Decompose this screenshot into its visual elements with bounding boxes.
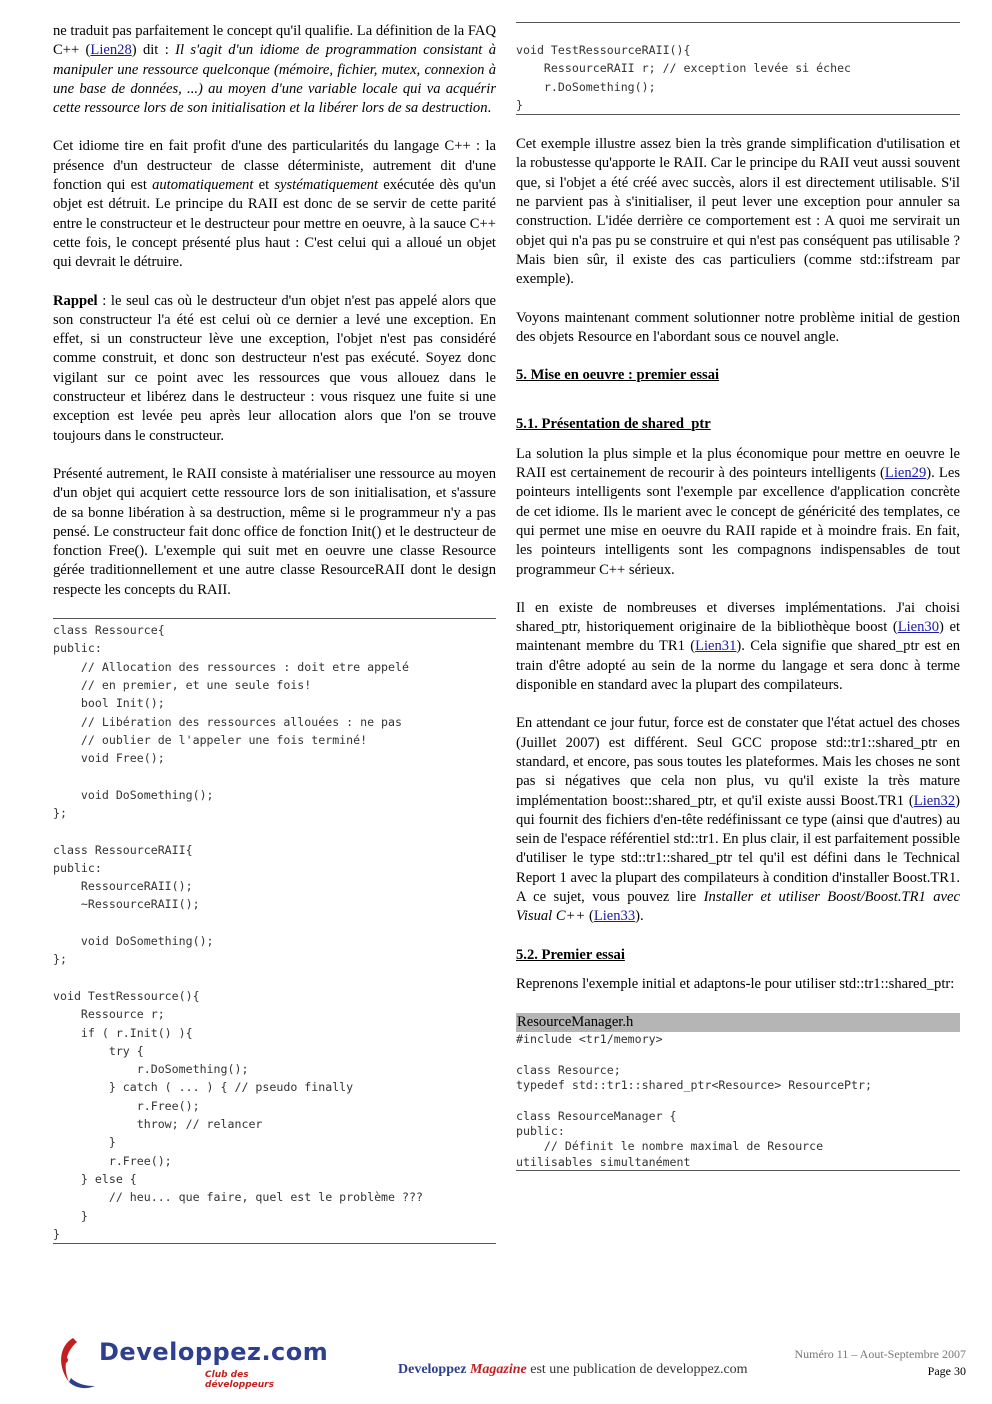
paragraph-voyons: Voyons maintenant comment solutionner notre problème initial de gestion des objets Resource en l'abordant sous ce nouvel angle. xyxy=(516,309,960,345)
link-lien33[interactable]: Lien33 xyxy=(593,908,636,925)
emphasis: automatiquement xyxy=(152,177,254,194)
text: . xyxy=(487,100,492,117)
text: ) dit : xyxy=(131,42,176,59)
code-caption: ResourceManager.h xyxy=(516,1013,960,1032)
text: et xyxy=(253,177,275,194)
code-test-ressource-raii: void TestRessourceRAII(){ RessourceRAII r; // exception levée si échec r.DoSomething(); } xyxy=(516,43,852,112)
text: : le seul cas où le destructeur d'un objet n'est pas appelé alors que son constructeur l'a été est celui où ce dernier a levé une exception. En effet, si un constructeur lève une exception, l'objet n'est pas considéré comme construit, et donc son destructeur n'est pas exécuté. Soyez donc vigilant sur ce point avec les ressources que vous allouez dans le constructeur et libérez dans le destructeur : vous risquez une fuite si une exception est levée peu après leur allocation alors que l'on se trouve toujours dans le constructeur. xyxy=(53,292,496,444)
paragraph-rappel xyxy=(53,292,496,446)
heading-section-5-1: 5.1. Présentation de shared_ptr xyxy=(516,416,711,433)
paragraph-presente-autrement: Présenté autrement, le RAII consiste à matérialiser une ressource au moyen d'un objet qui acquiert cette ressource lors de son initialisation, et s'assure de sa bonne libération à sa destruction, même si le programmeur n'y a pas pensé. Le constructeur fait donc office de fonction Init() et le destructeur de fonction Free(). L'exemple qui suit met en oeuvre une classe Resource gérée traditionnellement et une autre classe ResourceRAII dont le design respecte les concepts du RAII. xyxy=(53,465,496,598)
code-block-resource-manager xyxy=(516,1013,960,1171)
link-lien32[interactable]: Lien32 xyxy=(913,792,956,809)
paragraph-reprenons: Reprenons l'exemple initial et adaptons-le pour utiliser std::tr1::shared_ptr: xyxy=(516,975,955,992)
paragraph-solution xyxy=(516,445,960,580)
text: ) et maintenant membre du TR1 ( xyxy=(516,619,960,655)
heading-section-5: 5. Mise en oeuvre : premier essai xyxy=(516,367,720,384)
link-lien31[interactable]: Lien31 xyxy=(695,638,737,655)
text: ). xyxy=(635,908,644,925)
issue-number: Numéro 11 – Aout-Septembre 2007 xyxy=(794,1347,966,1361)
logo-tagline: Club des développeurs xyxy=(205,1370,274,1390)
code-ressource: class Ressource{ public: // Allocation des ressources : doit etre appelé // en premier, et une seule fois! bool Init(); // Libération des ressources allouées : ne pas // oublier de l'appeler une fois terminé! void Free(); void DoSomething(); }; class RessourceRAII{ public: RessourceRAII(); ~RessourceRAII(); void DoSomething(); }; void TestRessource(){ Ressource r; if ( r.Init() ){ try { r.DoSomething(); } catch ( ... ) { // pseudo finally r.Free(); throw; // relancer } r.Free(); } else { // heu... que faire, quel est le problème ??? } } xyxy=(53,623,423,1241)
logo-swoosh-icon xyxy=(55,1332,105,1392)
paragraph-idiome xyxy=(53,137,496,272)
text: En attendant ce jour futur, force est de constater que l'état actuel des choses (Juillet 2007) est différent. Seul GCC propose std::tr1::shared_ptr en standard, et encore, pas sous toutes les plateformes. Mais les choses ne sont pas si négatives que cela non plus, vu qu'il existe la très mature implémentation boost::shared_ptr, et qu'il existe aussi Boost.TR1 ( xyxy=(516,715,960,809)
paragraph-implementations xyxy=(516,599,960,695)
logo-wordmark: Developpez.com xyxy=(99,1338,329,1366)
text: exécutée dès qu'un objet est détruit. Le principe du RAII est donc de se servir de cette parité entre le constructeur et le destructeur pour mettre en oeuvre, à la sauce C++ cette fois, le concept présenté plus haut : C'est celui qui a alloué un objet qui devrait le détruire. xyxy=(53,177,496,271)
link-lien30[interactable]: Lien30 xyxy=(897,619,940,636)
text: ). Les pointeurs intelligents sont l'exemple par excellence d'application concrète de cet idiome. Ils le marient avec le concept de généricité des templates, ce qui permet une mise en oeuvre du RAII rapide et à moindre frais. En fait, les pointeurs intelligents sont les compagnons indispensables de tout programmeur C++ sérieux. xyxy=(516,465,961,578)
text: La solution la plus simple et la plus économique pour mettre en oeuvre le RAII est certainement de recourir à des pointeurs intelligents ( xyxy=(516,445,960,482)
rappel-label: Rappel xyxy=(53,292,98,309)
paragraph-en-attendant xyxy=(516,714,960,926)
pub-rest: est une publication de developpez.com xyxy=(526,1362,748,1377)
paragraph-faq-definition xyxy=(53,22,496,118)
code-block-ressource xyxy=(53,618,496,1244)
text: ) qui fournit des fichiers d'en-tête redéfinissant ce type (ainsi que d'autres) au sein de l'espace référentiel std::tr1. En plus clair, il est parfaitement possible d'utiliser le type std::tr1::shared_ptr tel qu'il est défini dans le Technical Report 1 avec la plupart des compilateurs à condition d'installer Boost.TR1. A ce sujet, vous pouvez lire xyxy=(516,792,960,905)
emphasis: systématiquement xyxy=(274,177,379,194)
pub-brand: Developpez xyxy=(398,1362,467,1377)
text: Cet idiome tire en fait profit d'une des particularités du langage C++ : la présence d'un destructeur de classe déterministe, autrement dit d'une fonction qui est xyxy=(53,138,496,194)
developpez-logo xyxy=(55,1332,329,1392)
text: Il en existe de nombreuses et diverses implémentations. J'ai choisi shared_ptr, historiquement originaire de la bibliothèque boost ( xyxy=(516,599,960,636)
heading-section-5-2: 5.2. Premier essai xyxy=(516,946,625,963)
text: ). Cela signifie que shared_ptr est en train d'être adopté au sein de la norme du langage et sera donc à terme disponible en standard avec la plupart des compilateurs. xyxy=(516,638,960,694)
code-resource-manager: #include <tr1/memory> class Resource; typedef std::tr1::shared_ptr<Resource> ResourcePtr; class ResourceManager { public: // Définit le nombre maximal de Resource utilisables simultanément xyxy=(516,1032,872,1169)
right-column xyxy=(516,22,960,1171)
article-title: Installer et utiliser Boost/Boost.TR1 avec Visual C++ xyxy=(516,888,960,925)
left-column xyxy=(53,22,496,1244)
paragraph-exemple: Cet exemple illustre assez bien la très grande simplification d'utilisation et la robustesse qu'apporte le RAII. Car le principe du RAII veut aussi souvent que, si l'objet a été créé avec succès, alors il est directement utilisable. S'il ne parvient pas à s'initialiser, il peut lever une exception pour annuler sa construction. L'idée derrière ce comportement est : A quoi me servirait un objet qui n'a pas pu se construire et qui n'est pas conséquent pas utilisable ? Mais bien sûr, il existe des cas particuliers (comme std::ifstream par exemple). xyxy=(516,136,960,288)
publication-line xyxy=(398,1362,748,1378)
text: ne traduit pas parfaitement le concept qu'il qualifie. La définition de la FAQ C++ ( xyxy=(53,23,496,59)
link-lien28[interactable]: Lien28 xyxy=(90,42,132,59)
link-lien29[interactable]: Lien29 xyxy=(884,465,927,482)
text: ( xyxy=(585,908,594,925)
pub-magazine: Magazine xyxy=(469,1362,527,1377)
code-block-ressource-raii xyxy=(516,22,960,115)
page-number: Page 30 xyxy=(927,1364,966,1378)
faq-quote: Il s'agit d'un idiome de programmation consistant à manipuler une ressource quelconque (mémoire, fichier, mutex, connexion à une base de données, ...) au moyen d'une variable locale qui va acquérir cette ressource lors de son initialisation et la libérer lors de sa destruction xyxy=(53,42,497,117)
